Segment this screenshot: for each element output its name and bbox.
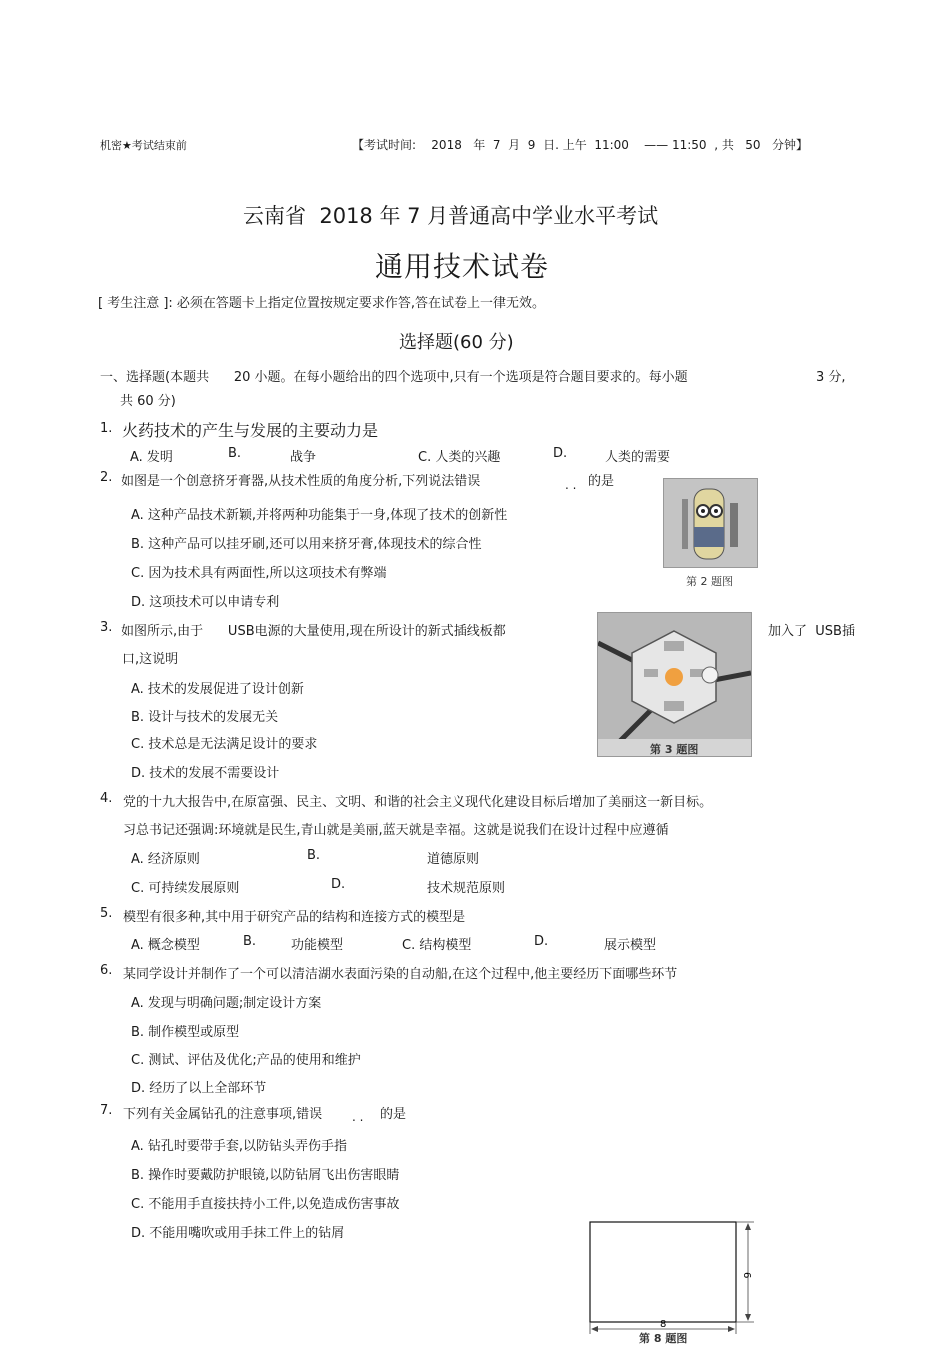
q7-option-a: A. 钻孔时要带手套,以防钻头弄伤手指 [131, 1139, 348, 1154]
q7-stem: 下列有关金属钻孔的注意事项,错误 [123, 1107, 323, 1122]
q3-number: 3. [100, 620, 113, 635]
paper-title: 通用技术试卷 [375, 250, 550, 283]
q5-option-b-text: 功能模型 [291, 938, 344, 953]
q2-number: 2. [100, 470, 113, 485]
notice: [ 考生注意 ]: 必须在答题卡上指定位置按规定要求作答,答在试卷上一律无效。 [98, 296, 546, 311]
q6-option-d: D. 经历了以上全部环节 [131, 1081, 267, 1096]
q8-figure-caption: 第 8 题图 [639, 1332, 688, 1345]
q1-option-a: A. 发明 [130, 450, 173, 465]
q2-option-a: A. 这种产品技术新颖,并将两种功能集于一身,体现了技术的创新性 [131, 508, 508, 523]
q2-stem-end: 的是 [588, 474, 615, 489]
q3-option-a: A. 技术的发展促进了设计创新 [131, 682, 304, 697]
q2-figure-caption: 第 2 题图 [686, 575, 733, 588]
q8-height-label: 6 [741, 1272, 752, 1279]
q5-option-d: D. [534, 934, 549, 949]
q7-option-b: B. 操作时要戴防护眼镜,以防钻屑飞出伤害眼睛 [131, 1168, 400, 1183]
exam-title: 云南省 2018 年 7 月普通高中学业水平考试 [243, 204, 659, 228]
q3-stem: 如图所示,由于 USB电源的大量使用,现在所设计的新式插线板都 [121, 624, 506, 639]
q3-stem-right: 加入了 USB插 [768, 624, 855, 639]
q7-stem-end: 的是 [380, 1107, 407, 1122]
q1-option-b: B. [228, 446, 242, 461]
q4-option-b: B. [307, 848, 321, 863]
q4-option-d: D. [331, 877, 346, 892]
q5-option-b: B. [243, 934, 257, 949]
q4-stem-cont: 习总书记还强调:环境就是民生,青山就是美丽,蓝天就是幸福。这就是说我们在设计过程中应遵循 [123, 823, 669, 838]
toothpaste-squeezer-illustration [664, 479, 757, 567]
section-title: 选择题(60 分) [399, 332, 514, 353]
q1-option-d-text: 人类的需要 [605, 450, 671, 465]
q3-option-b: B. 设计与技术的发展无关 [131, 710, 279, 725]
q2-stem: 如图是一个创意挤牙膏器,从技术性质的角度分析,下列说法错误 [121, 474, 481, 489]
exam-time: 【考试时间: 2018 年 7 月 9 日. 上午 11:00 —— 11:50 , 共 50 分钟】 [352, 138, 808, 152]
q1-number: 1. [100, 421, 113, 436]
q8-width-label: 8 [660, 1319, 667, 1330]
q3-option-d: D. 技术的发展不需要设计 [131, 766, 280, 781]
q4-option-a: A. 经济原则 [131, 852, 200, 867]
q1-option-d: D. [553, 446, 568, 461]
q5-stem: 模型有很多种,其中用于研究产品的结构和连接方式的模型是 [123, 910, 466, 925]
q2-option-c: C. 因为技术具有两面性,所以这项技术有弊端 [131, 566, 387, 581]
q8-rectangle [590, 1222, 736, 1322]
instructions-score: 3 分, [816, 370, 846, 385]
q7-emphasis-dots: . . [352, 1110, 364, 1124]
q5-option-c: C. 结构模型 [402, 938, 472, 953]
q4-option-c: C. 可持续发展原则 [131, 881, 240, 896]
q2-option-b: B. 这种产品可以挂牙刷,还可以用来挤牙膏,体现技术的综合性 [131, 537, 482, 552]
q1-option-c: C. 人类的兴趣 [418, 450, 501, 465]
q6-option-a: A. 发现与明确问题;制定设计方案 [131, 996, 322, 1011]
q7-option-c: C. 不能用手直接扶持小工件,以免造成伤害事故 [131, 1197, 400, 1212]
q5-number: 5. [100, 906, 113, 921]
q6-number: 6. [100, 963, 113, 978]
q7-option-d: D. 不能用嘴吹或用手抹工件上的钻屑 [131, 1226, 345, 1241]
q6-option-b: B. 制作模型或原型 [131, 1025, 240, 1040]
power-strip-illustration [598, 613, 751, 756]
q5-option-d-text: 展示模型 [604, 938, 657, 953]
q6-option-c: C. 测试、评估及优化;产品的使用和维护 [131, 1053, 361, 1068]
instructions-line2: 共 60 分) [120, 394, 176, 409]
confidential-label: 机密★考试结束前 [100, 139, 187, 152]
q2-figure-photo [663, 478, 758, 568]
instructions-line1: 一、选择题(本题共 20 小题。在每小题给出的四个选项中,只有一个选项是符合题目要求的。每小题 [100, 370, 688, 385]
q1-stem: 火药技术的产生与发展的主要动力是 [122, 421, 379, 440]
q4-option-b-text: 道德原则 [427, 852, 480, 867]
q2-option-d: D. 这项技术可以申请专利 [131, 595, 280, 610]
q3-option-c: C. 技术总是无法满足设计的要求 [131, 737, 318, 752]
q4-option-d-text: 技术规范原则 [427, 881, 506, 896]
q2-emphasis-dots: . . [565, 478, 577, 492]
q4-stem: 党的十九大报告中,在原富强、民主、文明、和谐的社会主义现代化建设目标后增加了美丽这一新目标。 [123, 795, 713, 810]
q5-option-a: A. 概念模型 [131, 938, 200, 953]
q6-stem: 某同学设计并制作了一个可以清洁湖水表面污染的自动船,在这个过程中,他主要经历下面哪些环节 [123, 967, 678, 982]
q3-figure-caption: 第 3 题图 [650, 743, 699, 756]
q7-number: 7. [100, 1103, 113, 1118]
q3-figure-photo [597, 612, 752, 757]
q1-option-b-text: 战争 [290, 450, 317, 465]
q8-figure-diagram [582, 1215, 762, 1345]
q3-stem-cont: 口,这说明 [122, 652, 179, 667]
q4-number: 4. [100, 791, 113, 806]
